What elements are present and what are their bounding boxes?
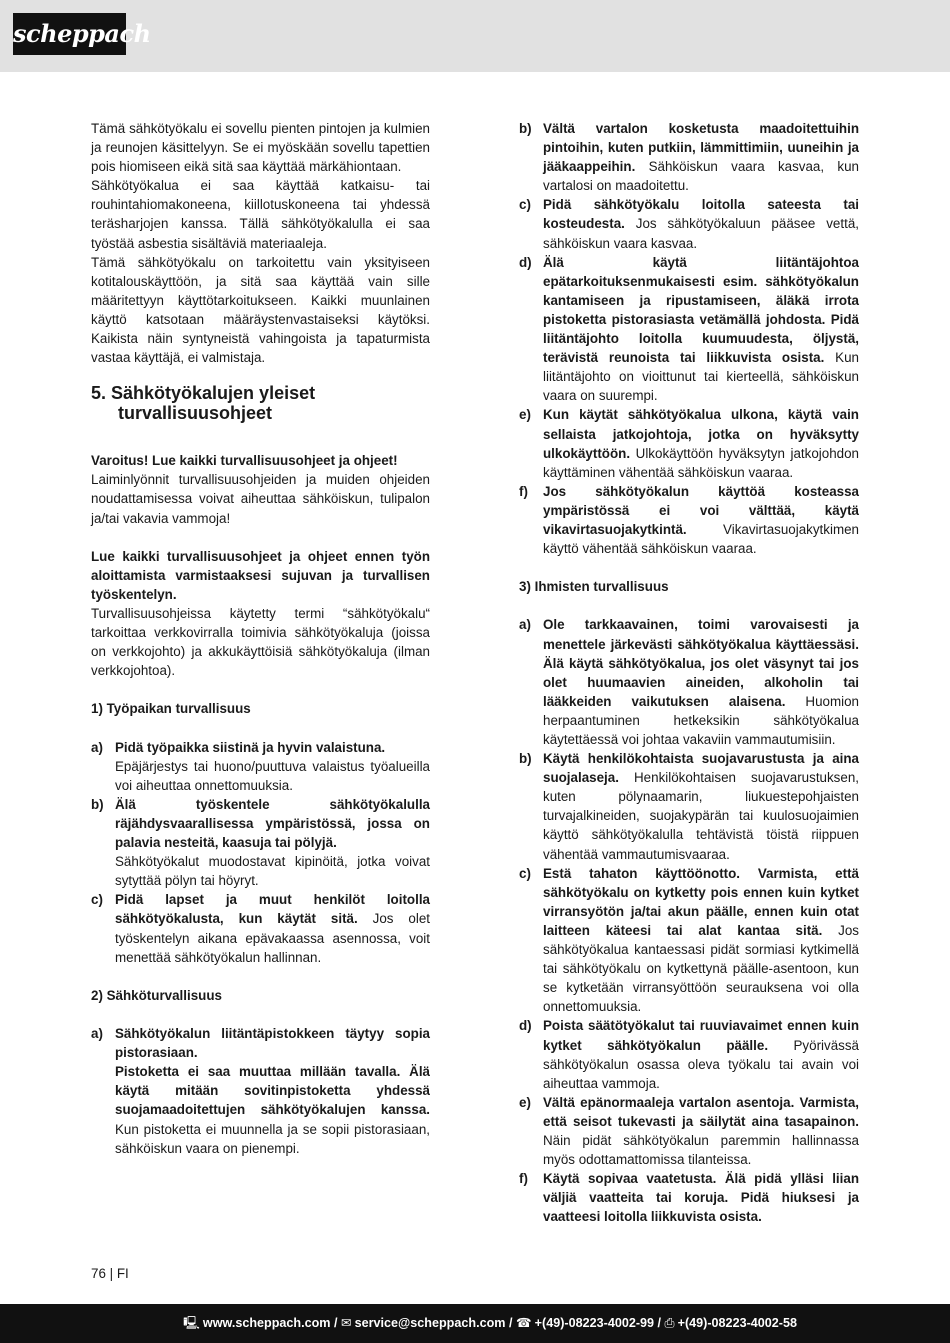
page-number: 76 | FI bbox=[91, 1266, 129, 1281]
item-bold: Sähkötyökalun liitäntäpistokkeen täytyy sopia pistorasiaan. bbox=[115, 1026, 430, 1061]
header-bar bbox=[0, 0, 950, 72]
list-item bbox=[519, 864, 859, 1017]
list-item bbox=[91, 738, 430, 795]
left-column bbox=[91, 119, 430, 1158]
footer-phone[interactable]: +(49)-08223-4002-99 / bbox=[534, 1316, 662, 1330]
phone-icon: ☎ bbox=[515, 1316, 532, 1330]
item-bold: Käytä sopivaa vaatetusta. Älä pidä ylläsi liian väljiä vaatteita tai koruja. Pidä hiuksesi ja vaatteesi loitolla liikkuvista osista. bbox=[543, 1171, 859, 1225]
item-text: Jos sähkötyökalua kantaessasi pidät sormiasi kytkimellä tai sähkötyökalu on kytkettynä päälle-asentoon, kun se kytketään virransyöttöön seurauksena voi olla onnettomuuksia. bbox=[543, 922, 859, 1015]
computer-icon: 🖳 bbox=[183, 1316, 200, 1330]
item-label: c) bbox=[519, 865, 531, 881]
item-label: e) bbox=[519, 407, 531, 423]
scheppach-logo: scheppach bbox=[13, 13, 126, 55]
warning-heading: Varoitus! Lue kaikki turvallisuusohjeet ja ohjeet! bbox=[91, 453, 398, 469]
list-item bbox=[519, 1016, 859, 1092]
intro-paragraph-1: Tämä sähkötyökalu ei sovellu pienten pintojen ja kulmien ja reunojen käsittelyyn. Se ei myöskään sovellu tapettien pois hiomiseen eikä sitä saa käyttää märkähiontaan. bbox=[91, 121, 430, 175]
item-bold: Pidä työpaikka siistinä ja hyvin valaistuna. bbox=[115, 739, 386, 755]
item-label: a) bbox=[519, 617, 531, 633]
item-label: b) bbox=[91, 796, 104, 812]
item-label: b) bbox=[519, 751, 532, 767]
item-label: f) bbox=[519, 1171, 528, 1187]
footer-bar bbox=[0, 1304, 950, 1343]
personal-safety-title: 3) Ihmisten turvallisuus bbox=[519, 579, 669, 595]
item-text: Sähkötyökalut muodostavat kipinöitä, jotka voivat sytyttää pölyn tai höyryt. bbox=[115, 854, 430, 889]
item-bold: Älä työskentele sähkötyökalulla räjähdysvaarallisessa ympäristössä, jossa on palavia nesteitä, kaasuja tai pölyjä. bbox=[115, 796, 430, 851]
electrical-title: 2) Sähköturvallisuus bbox=[91, 987, 222, 1003]
item-label: c) bbox=[91, 892, 103, 908]
item-label: c) bbox=[519, 197, 531, 213]
email-icon: ✉ bbox=[341, 1316, 352, 1330]
section-title: 5. Sähkötyökalujen yleiset turvallisuusohjeet bbox=[91, 383, 316, 424]
term-definition: Turvallisuusohjeissa käytetty termi “sähkötyökalu“ tarkoittaa verkkovirralla toimivia sähkötyökaluja (joissa on verkkojohto) ja akkukäyttöisiä sähkötyökaluja (ilman verkkojohtoa). bbox=[91, 605, 430, 679]
intro-paragraph-2: Sähkötyökalua ei saa käyttää katkaisu- tai rouhintahiomakoneena, kiillotuskoneena tai yhdessä teräsharjojen kanssa. Tällä sähkötyökalulla ei saa työstää asbestia sisältäviä materiaaleja. bbox=[91, 178, 430, 251]
right-column bbox=[519, 119, 859, 1226]
item-bold: Vältä vartalon kosketusta maadoitettuihin pintoihin, kuten putkiin, lämmittimiin, uuneihin ja jääkaappeihin. bbox=[543, 121, 859, 175]
item-bold: Pidä lapset ja muut henkilöt loitolla sähkötyökalusta, kun käytät sitä. bbox=[115, 892, 430, 927]
intro-paragraph-3: Tämä sähkötyökalu on tarkoitettu vain yksityiseen kotitalouskäyttöön, ja sitä saa käyttää vain sille määritettyyn käyttötarkoitukseen. Kaikki muunlainen käyttö katsotaan määräystenvastaiseksi käytöksi. Kaikista näin syntyneistä vahingoista ja tapaturmista vastaa käyttäjä, ei valmistaja. bbox=[91, 254, 430, 366]
list-item bbox=[519, 195, 859, 252]
item-label: f) bbox=[519, 483, 528, 499]
list-item bbox=[91, 890, 430, 966]
list-item bbox=[519, 1169, 859, 1226]
work-area-title: 1) Työpaikan turvallisuus bbox=[91, 701, 251, 717]
item-text: Kun liitäntäjohto on vioittunut tai kierteellä, sähköiskun vaara on suurempi. bbox=[543, 350, 859, 404]
item-text: Jos sähkötyökaluun pääsee vettä, sähköiskun vaara kasvaa. bbox=[543, 216, 859, 251]
item-bold: Ole tarkkaavainen, toimi varovaisesti ja menettele järkevästi sähkötyökalua käyttäessäsi. Älä käytä sähkötyökalua, jos olet väsynyt tai jos olet huumaavien aineiden, alkoholin tai lääkkeiden vaikutuksen alaisena. bbox=[543, 617, 859, 709]
item-text: Sähköiskun vaara kasvaa, kun vartalosi on maadoitettu. bbox=[543, 159, 859, 194]
item-label: d) bbox=[519, 1018, 532, 1034]
list-item bbox=[91, 795, 430, 890]
list-item bbox=[519, 405, 859, 481]
item-label: e) bbox=[519, 1094, 531, 1110]
list-item bbox=[519, 253, 859, 406]
read-instructions-bold: Lue kaikki turvallisuusohjeet ja ohjeet ennen työn aloittamista varmistaaksesi sujuvan ja turvallisen työskentelyn. bbox=[91, 548, 430, 602]
item-label: a) bbox=[91, 1026, 103, 1042]
list-item bbox=[91, 1024, 430, 1158]
item-text: Ulkokäyttöön hyväksytyn jatkojohdon käyttäminen vähentää sähköiskun vaaraa. bbox=[543, 445, 859, 480]
item-bold: Käytä henkilökohtaista suojavarustusta ja aina suojalaseja. bbox=[543, 751, 859, 786]
item-text: Huomion herpaantuminen hetkeksikin sähkötyökalua käytettäessä voi johtaa vakaviin vammautumisiin. bbox=[543, 693, 859, 747]
footer-fax[interactable]: +(49)-08223-4002-58 bbox=[677, 1316, 797, 1330]
item-label: a) bbox=[91, 739, 103, 755]
list-item bbox=[519, 749, 859, 864]
item-bold: Älä käytä liitäntäjohtoa epätarkoituksenmukaisesti esim. sähkötyökalun kantamiseen ja ripustamiseen, äläkä irrota pistoketta pistorasiasta vetämällä johdosta. Pidä liitäntäjohto loitolla kuumuudesta, öljystä, terävistä reunoista tai liikkuvista osista. bbox=[543, 254, 859, 366]
list-item bbox=[519, 1093, 859, 1169]
item-bold: Estä tahaton käyttöönotto. Varmista, että sähkötyökalu on kytketty pois ennen kuin kytket virransyötön ja/tai akun päälle, ennen kuin otat laitteen käteesi tai alat kantaa sitä. bbox=[543, 865, 859, 938]
item-bold: Poista säätötyökalut tai ruuviavaimet ennen kuin kytket sähkötyökalun päälle. bbox=[543, 1018, 859, 1053]
item-text: Epäjärjestys tai huono/puuttuva valaistus työalueilla voi aiheuttaa onnettomuuksia. bbox=[115, 758, 430, 793]
item-label: b) bbox=[519, 121, 532, 136]
item-bold: Pidä sähkötyökalu loitolla sateesta tai kosteudesta. bbox=[543, 197, 859, 232]
item-bold: Kun käytät sähkötyökalua ulkona, käytä vain sellaista jatkojohtoja, jotka on hyväksytty ulkokäyttöön. bbox=[543, 407, 859, 461]
item-label: d) bbox=[519, 254, 532, 270]
item-text: Näin pidät sähkötyökalun paremmin hallinnassa myös odottamattomissa tilanteissa. bbox=[543, 1132, 859, 1168]
item-bold: Vältä epänormaaleja vartalon asentoja. Varmista, että seisot tukevasti ja säilytät aina tasapainon. bbox=[543, 1094, 859, 1129]
item-text: Henkilökohtaisen suojavarustuksen, kuten pölynaamarin, liukuestepohjaisten turvajalkineiden, suojakypärän tai kuulosuojaimien käyttö sähkötyökalulla tehtävistä töistä riippuen vähentää vammautumisvaaraa. bbox=[543, 770, 859, 862]
item-text: Jos olet työskentelyn aikana epävakaassa asennossa, voit menettää sähkötyökalun hallinnan. bbox=[115, 911, 430, 965]
warning-text: Laiminlyönnit turvallisuusohjeiden ja muiden ohjeiden noudattamisessa voivat aiheuttaa sähköiskun, tulipalon ja/tai vakavia vammoja! bbox=[91, 472, 430, 526]
item-bold-2: Pistoketta ei saa muuttaa millään tavalla. Älä käytä mitään sovitinpistoketta yhdessä suojamaadoitettujen sähkötyökalujen kanssa. bbox=[115, 1064, 430, 1118]
list-item bbox=[519, 119, 859, 195]
list-item bbox=[519, 615, 859, 749]
item-bold: Jos sähkötyökalun käyttöä kosteassa ympäristössä ei voi välttää, käytä vikavirtasuojakytkintä. bbox=[543, 483, 859, 537]
item-text: Vikavirtasuojakytkimen käyttö vähentää sähköiskun vaaraa. bbox=[543, 521, 859, 557]
footer-website[interactable]: www.scheppach.com / bbox=[202, 1316, 338, 1330]
list-item bbox=[519, 482, 859, 558]
item-text: Pyörivässä sähkötyökalun osassa oleva työkalu tai avain voi aiheuttaa vammoja. bbox=[543, 1037, 859, 1091]
item-text: Kun pistoketta ei muunnella ja se sopii pistorasiaan, sähköiskun vaara on pienempi. bbox=[115, 1121, 430, 1156]
fax-icon: ⎙ bbox=[664, 1316, 675, 1330]
footer-email[interactable]: service@scheppach.com / bbox=[354, 1316, 513, 1330]
